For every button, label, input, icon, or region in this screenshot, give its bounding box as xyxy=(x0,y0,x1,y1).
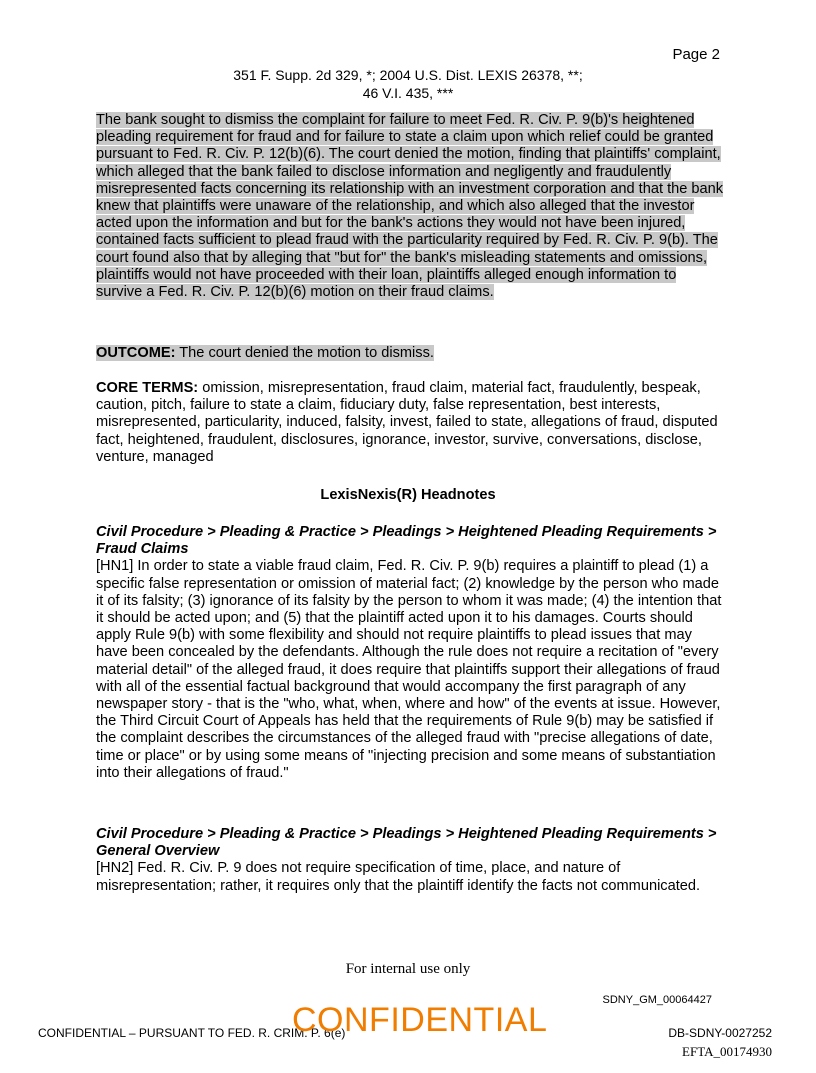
efta-bates: EFTA_00174930 xyxy=(682,1044,772,1059)
citation-line-1: 351 F. Supp. 2d 329, *; 2004 U.S. Dist. LEXIS 26378, **; xyxy=(233,67,583,83)
internal-use-notice: For internal use only xyxy=(345,961,471,977)
outcome-label: OUTCOME: xyxy=(96,345,176,361)
headnote-text: [HN2] Fed. R. Civ. P. 9 does not require specification of time, place, and nature of misrepresentation; rather, it requires only that the plaintiff identify the facts not communicated. xyxy=(96,860,701,894)
headnote-topic: Civil Procedure > Pleading & Practice > Pleadings > Heightened Pleading Requirements > General Overview xyxy=(96,826,717,860)
headnote-text: [HN1] In order to state a viable fraud claim, Fed. R. Civ. P. 9(b) requires a plaintiff to plead (1) a specific false representation or omission of material fact; (2) knowledge by the person who made it of its falsity; (3) ignorance of its falsity by the person to whom it was made; (4) the intention that it should be acted upon; and (5) that the plaintiff acted upon it to his damages. Courts should apply Rule 9(b) with some flexibility and should not require plaintiffs to plead issues that may have been concealed by the defendants. Although the rule does not require a recitation of "every material detail" of the alleged fraud, it does require that plaintiffs support their allegations of fraud with all of the essential factual background that would accompany the first paragraph of any newspaper story - that is the "who, what, when, where and how" of the events at issue. However, the Third Circuit Court of Appeals has held that the requirements of Rule 9(b) may be satisfied if the complaint describes the circumstances of the alleged fraud with "precise allegations of date, time or place" or by using some means of "injecting precision and some means of substantiation into their allegations of fraud." xyxy=(96,558,722,781)
core-terms xyxy=(96,380,726,466)
headnotes-title: LexisNexis(R) Headnotes xyxy=(320,487,496,503)
case-citation xyxy=(0,66,816,102)
outcome xyxy=(96,345,726,362)
confidential-notice: CONFIDENTIAL – PURSUANT TO FED. R. CRIM. P. 6(e) xyxy=(38,1026,346,1040)
core-terms-text: omission, misrepresentation, fraud claim, material fact, fraudulently, bespeak, caution, pitch, failure to state a claim, fiduciary duty, false representation, best interests, misrepresented, particularity, induced, falsity, invest, failed to state, allegations of fraud, disputed fact, heightened, fraudulent, disclosures, ignorance, investor, survive, conversations, disclose, venture, managed xyxy=(96,380,718,465)
citation-line-2: 46 V.I. 435, *** xyxy=(362,85,454,101)
case-summary xyxy=(96,112,726,301)
core-terms-label: CORE TERMS: xyxy=(96,380,199,396)
outcome-text: The court denied the motion to dismiss. xyxy=(175,345,434,361)
db-sdny-bates: DB-SDNY-0027252 xyxy=(668,1026,772,1040)
headnote-1 xyxy=(96,524,726,782)
confidential-stamp: CONFIDENTIAL xyxy=(292,1001,548,1039)
page-number: Page 2 xyxy=(672,46,720,63)
case-summary-text: The bank sought to dismiss the complaint for failure to meet Fed. R. Civ. P. 9(b)'s heightened pleading requirement for fraud and for failure to state a claim upon which relief could be granted pursuant to Fed. R. Civ. P. 12(b)(6). The court denied the motion, finding that plaintiffs' complaint, which alleged that the bank failed to disclose information and negligently and fraudulently misrepresented facts concerning its relationship with an investment corporation and that the bank knew that plaintiffs were unaware of the relationship, and which also alleged that the investor acted upon the information and but for the bank's actions they would not have been injured, contained facts sufficient to plead fraud with the particularity required by Fed. R. Civ. P. 9(b). The court found also that by alleging that "but for" the bank's misleading statements and omissions, plaintiffs would not have proceeded with their loan, plaintiffs alleged enough information to survive a Fed. R. Civ. P. 12(b)(6) motion on their fraud claims. xyxy=(96,112,724,301)
headnote-2 xyxy=(96,826,726,895)
sdny-gm-bates: SDNY_GM_00064427 xyxy=(602,994,712,1006)
headnote-topic: Civil Procedure > Pleading & Practice > Pleadings > Heightened Pleading Requirements > Fraud Claims xyxy=(96,524,717,558)
